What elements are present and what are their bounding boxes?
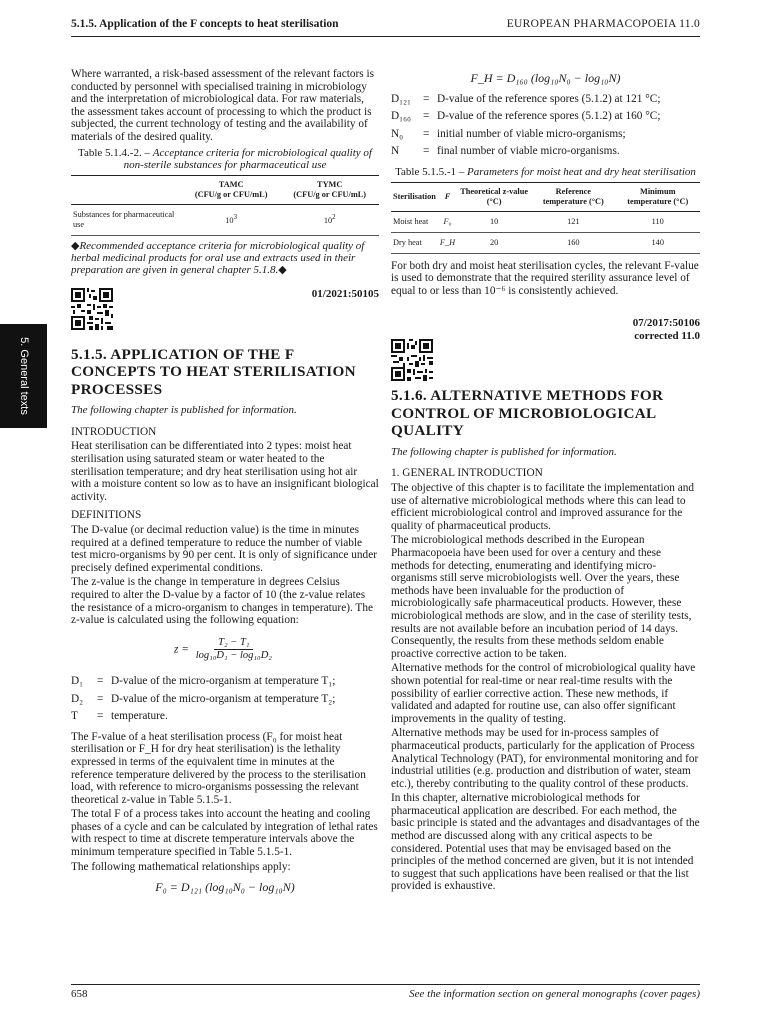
def-key: N₀ [391,127,404,140]
table1-caption-text: Acceptance criteria for microbiological quality of non-sterile substances for pharmaceutical use [123,146,372,172]
definition-d160: D₁₆₀ = D-value of the reference spores (5.1.2) at 160 °C; [391,110,700,123]
ref-code-50106 [633,317,700,342]
qr-code-icon [71,288,113,330]
table1-caption [71,147,379,172]
ref-block-50105 [71,288,379,346]
def-key: D₁ [71,674,84,687]
table2-header-cell: Reference temperature (°C) [531,182,615,211]
table1-number: Table 5.1.4.-2. – [78,146,150,159]
intro-paragraph: Heat sterilisation can be differentiated into 2 types: moist heat sterilisation using saturated steam or water heated to the sterilisation temperature; and dry heat sterilisation using hot air with a moisture content so low as to have an insignificant biological activity. [71,440,379,503]
chapter-title-516: 5.1.6. ALTERNATIVE METHODS FOR CONTROL OF MICROBIOLOGICAL QUALITY [391,387,664,440]
section-side-tab [0,324,47,428]
ref-corrected-text: corrected 11.0 [634,329,700,342]
def-value: temperature. [111,710,168,723]
table2-header-row [391,182,700,211]
tamc-value-base: 10 [225,216,234,226]
def-key: T [71,710,78,723]
table2-caption-text: Parameters for moist heat and dry heat sterilisation [467,165,696,178]
header-publication: EUROPEAN PHARMACOPOEIA 11.0 [506,18,700,30]
def-value: D-value of the micro-organism at temperature T₁; [111,674,336,687]
table1-header-row [71,175,379,204]
table-cell: F₀ [438,211,457,232]
right-column [391,72,700,895]
tymc-value-base: 10 [323,216,333,226]
table-cell: 140 [616,232,701,253]
table-cell: 110 [616,211,701,232]
ref-code-50105: 01/2021:50105 [311,287,379,300]
table-cell: 10 [457,211,531,232]
body-paragraph: The microbiological methods described in the European Pharmacopoeia have been used for over a century and these methods for detecting, enumerating and identifying micro-organisms still serve microbiologists well. Over the years, these methods have been invaluable for the production of microbiologically safe pharmaceutical products. However, these microbiological methods are slow, and in the case of sterility tests, results are not available before an incubation period of 14 days. Consequently, the results from these methods seldom enable proactive corrective action to be taken. [391,534,692,660]
def-value: D-value of the reference spores (5.1.2) at 121 °C; [437,92,661,105]
def-value: D-value of the reference spores (5.1.2) at 160 °C; [437,110,661,123]
risk-paragraph: Where warranted, a risk-based assessment of the relevant factors is conducted by personnel with specialised training in microbiology and the interpretation of microbiological data. For raw materials, the assessment takes account of processing to which the product is subjected, the current technology of testing and the availability of materials of the desired quality. [71,68,375,143]
table1-header-tamc [182,175,281,204]
heading-introduction: INTRODUCTION [71,425,157,438]
z-numerator: T₂ − T₁ [214,637,253,651]
body-paragraph: Alternative methods may be used for in-process samples of pharmaceutical products, particularly for the application of Process Analytical Technology (PAT), for environmental monitoring and for industrial utilities (e.g. production and distribution of water, steam etc.), thereby contributing to the quality control of these products. [391,727,699,790]
table2-header-cell: Sterilisation [391,182,438,211]
zvalue-paragraph: The z-value is the change in temperature in degrees Celsius required to alter the D-value by a factor of 10 (the z-value relates the resistance of a micro-organism to changes in temperature). The z-value is calculated using the following equation: [71,576,373,627]
table1-tamc-value [182,204,281,235]
tymc-value-exp: 2 [332,214,336,222]
heading-definitions: DEFINITIONS [71,509,142,522]
table-row [71,204,379,235]
table1-header-tymc [280,175,379,204]
def-key: D₁₂₁ [391,92,411,105]
tymc-unit: (CFU/g or CFU/mL) [293,189,367,199]
tamc-unit: (CFU/g or CFU/mL) [194,189,268,199]
body-paragraph: Alternative methods for the control of microbiological quality have shown potential for real-time or near real-time results with the possibility of earlier corrective action. These new methods, if validated and adapted for routine use, can also offer significant improvements in the quality of testing. [391,662,696,725]
z-denominator: log₁₀D₁ − log₁₀D₂ [195,650,272,662]
tamc-label: TAMC [218,179,244,189]
definition-d1: D₁ = D-value of the micro-organism at temperature T₁; [71,675,379,688]
qr-code-icon [391,339,433,381]
table-cell: 20 [457,232,531,253]
table-cell: 121 [531,211,615,232]
table-acceptance-criteria [71,175,379,236]
definition-d121: D₁₂₁ = D-value of the reference spores (5.1.2) at 121 °C; [391,93,700,106]
table-sterilisation-parameters [391,182,700,254]
tamc-value-exp: 3 [233,214,238,222]
fvalue-paragraph: The F-value of a heat sterilisation process (F₀ for moist heat sterilisation or F_H for dry heat sterilisation) is the lethality expressed in terms of the equivalent time in minutes at the reference temperature delivered by the process to the sterilisation load, with reference to micro-organisms possessing the relevant theoretical z-value in Table 5.1.5-1. [71,730,366,806]
heading-general-introduction: 1. GENERAL INTRODUCTION [391,467,543,480]
f0-equation: F₀ = D₁₂₁ (log₁₀N₀ − log₁₀N) [155,880,295,895]
running-header [71,16,700,37]
page-footer [71,984,700,1005]
dvalue-paragraph: The D-value (or decimal reduction value) is the time in minutes required at a defined temperature to reduce the number of viable test micro-organisms by 90 per cent. It is only of significance under precisely defined experimental conditions. [71,524,377,574]
page-number: 658 [71,988,88,1000]
definition-n0: N₀ = initial number of viable micro-organisms; [391,128,700,141]
def-value: D-value of the micro-organism at temperature T₂; [111,692,336,705]
table1-header-empty [71,175,182,204]
z-fraction [192,637,276,663]
table-cell: 160 [531,232,615,253]
ref-block-50106 [391,317,700,387]
table1-tymc-value [280,204,379,235]
def-value: final number of viable micro-organisms. [437,145,620,158]
tymc-label: TYMC [317,179,343,189]
definition-t: T = temperature. [71,710,379,723]
total-f-paragraph: The total F of a process takes into account the heating and cooling phases of a cycle and can be calculated by integration of lethal rates with respect to time at discrete temperature intervals above the minimum temperature specified in Table 5.1.5-1. [71,808,378,859]
table-cell: F_H [438,232,457,253]
def-key: N [391,145,400,158]
math-relationships-paragraph: The following mathematical relationships apply: [71,860,291,873]
z-lhs: z = [174,643,189,656]
fh-equation: F_H = D₁₆₀ (log₁₀N₀ − log₁₀N) [470,71,621,85]
body-paragraph: The objective of this chapter is to facilitate the implementation and use of alternative microbiological methods where this can lead to efficient microbiological control and improved assurance for the quality of pharmaceutical products. [391,482,695,532]
table1-row-label: Substances for pharmaceutical use [71,204,182,235]
table-row [391,232,700,253]
z-value-equation [71,637,379,663]
def-key: D₂ [71,692,84,705]
left-column [71,68,379,898]
ref-code-text: 07/2017:50106 [632,317,700,330]
chapter-title-515: 5.1.5. APPLICATION OF THE F CONCEPTS TO HEAT STERILISATION PROCESSES [71,345,356,398]
def-key: D₁₆₀ [391,110,411,123]
table2-header-cell: F [438,182,457,211]
table-cell: Dry heat [391,232,438,253]
side-tab-label: 5. General texts [17,337,30,415]
header-chapter-title: 5.1.5. Application of the F concepts to heat sterilisation [71,18,339,30]
both-cycles-paragraph: For both dry and moist heat sterilisation cycles, the relevant F-value is used to demonstrate that the required sterility assurance level of equal to or less than 10⁻⁶ is consistently achieved. [391,259,699,297]
def-value: initial number of viable micro-organisms; [437,127,626,140]
definition-d2: D₂ = D-value of the micro-organism at temperature T₂; [71,693,379,706]
table2-caption [391,166,700,179]
table-row [391,211,700,232]
body-paragraph: In this chapter, alternative microbiological methods for pharmaceutical application are described. For each method, the basic principle is stated and the advantages and disadvantages of the method are discussed along with any critical aspects to be considered. Potential uses that may be envisaged based on the principles of the method concerned are given, but it is not intended to suggest that such applications have been realised or that the list provided is exhaustive. [391,792,700,893]
table2-number: Table 5.1.5.-1 – [395,165,465,178]
published-note-516: The following chapter is published for information. [391,445,617,458]
table2-header-cell: Minimum temperature (°C) [616,182,701,211]
table-cell: Moist heat [391,211,438,232]
published-note-515: The following chapter is published for information. [71,404,297,417]
table2-header-cell: Theoretical z-value (°C) [457,182,531,211]
herbal-note: ◆Recommended acceptance criteria for microbiological quality of herbal medicinal products for oral use and extracts used in their preparation are given in general chapter 5.1.8.◆ [71,239,365,276]
footer-note: See the information section on general monographs (cover pages) [409,988,700,1000]
definition-n: N = final number of viable micro-organisms. [391,145,700,158]
